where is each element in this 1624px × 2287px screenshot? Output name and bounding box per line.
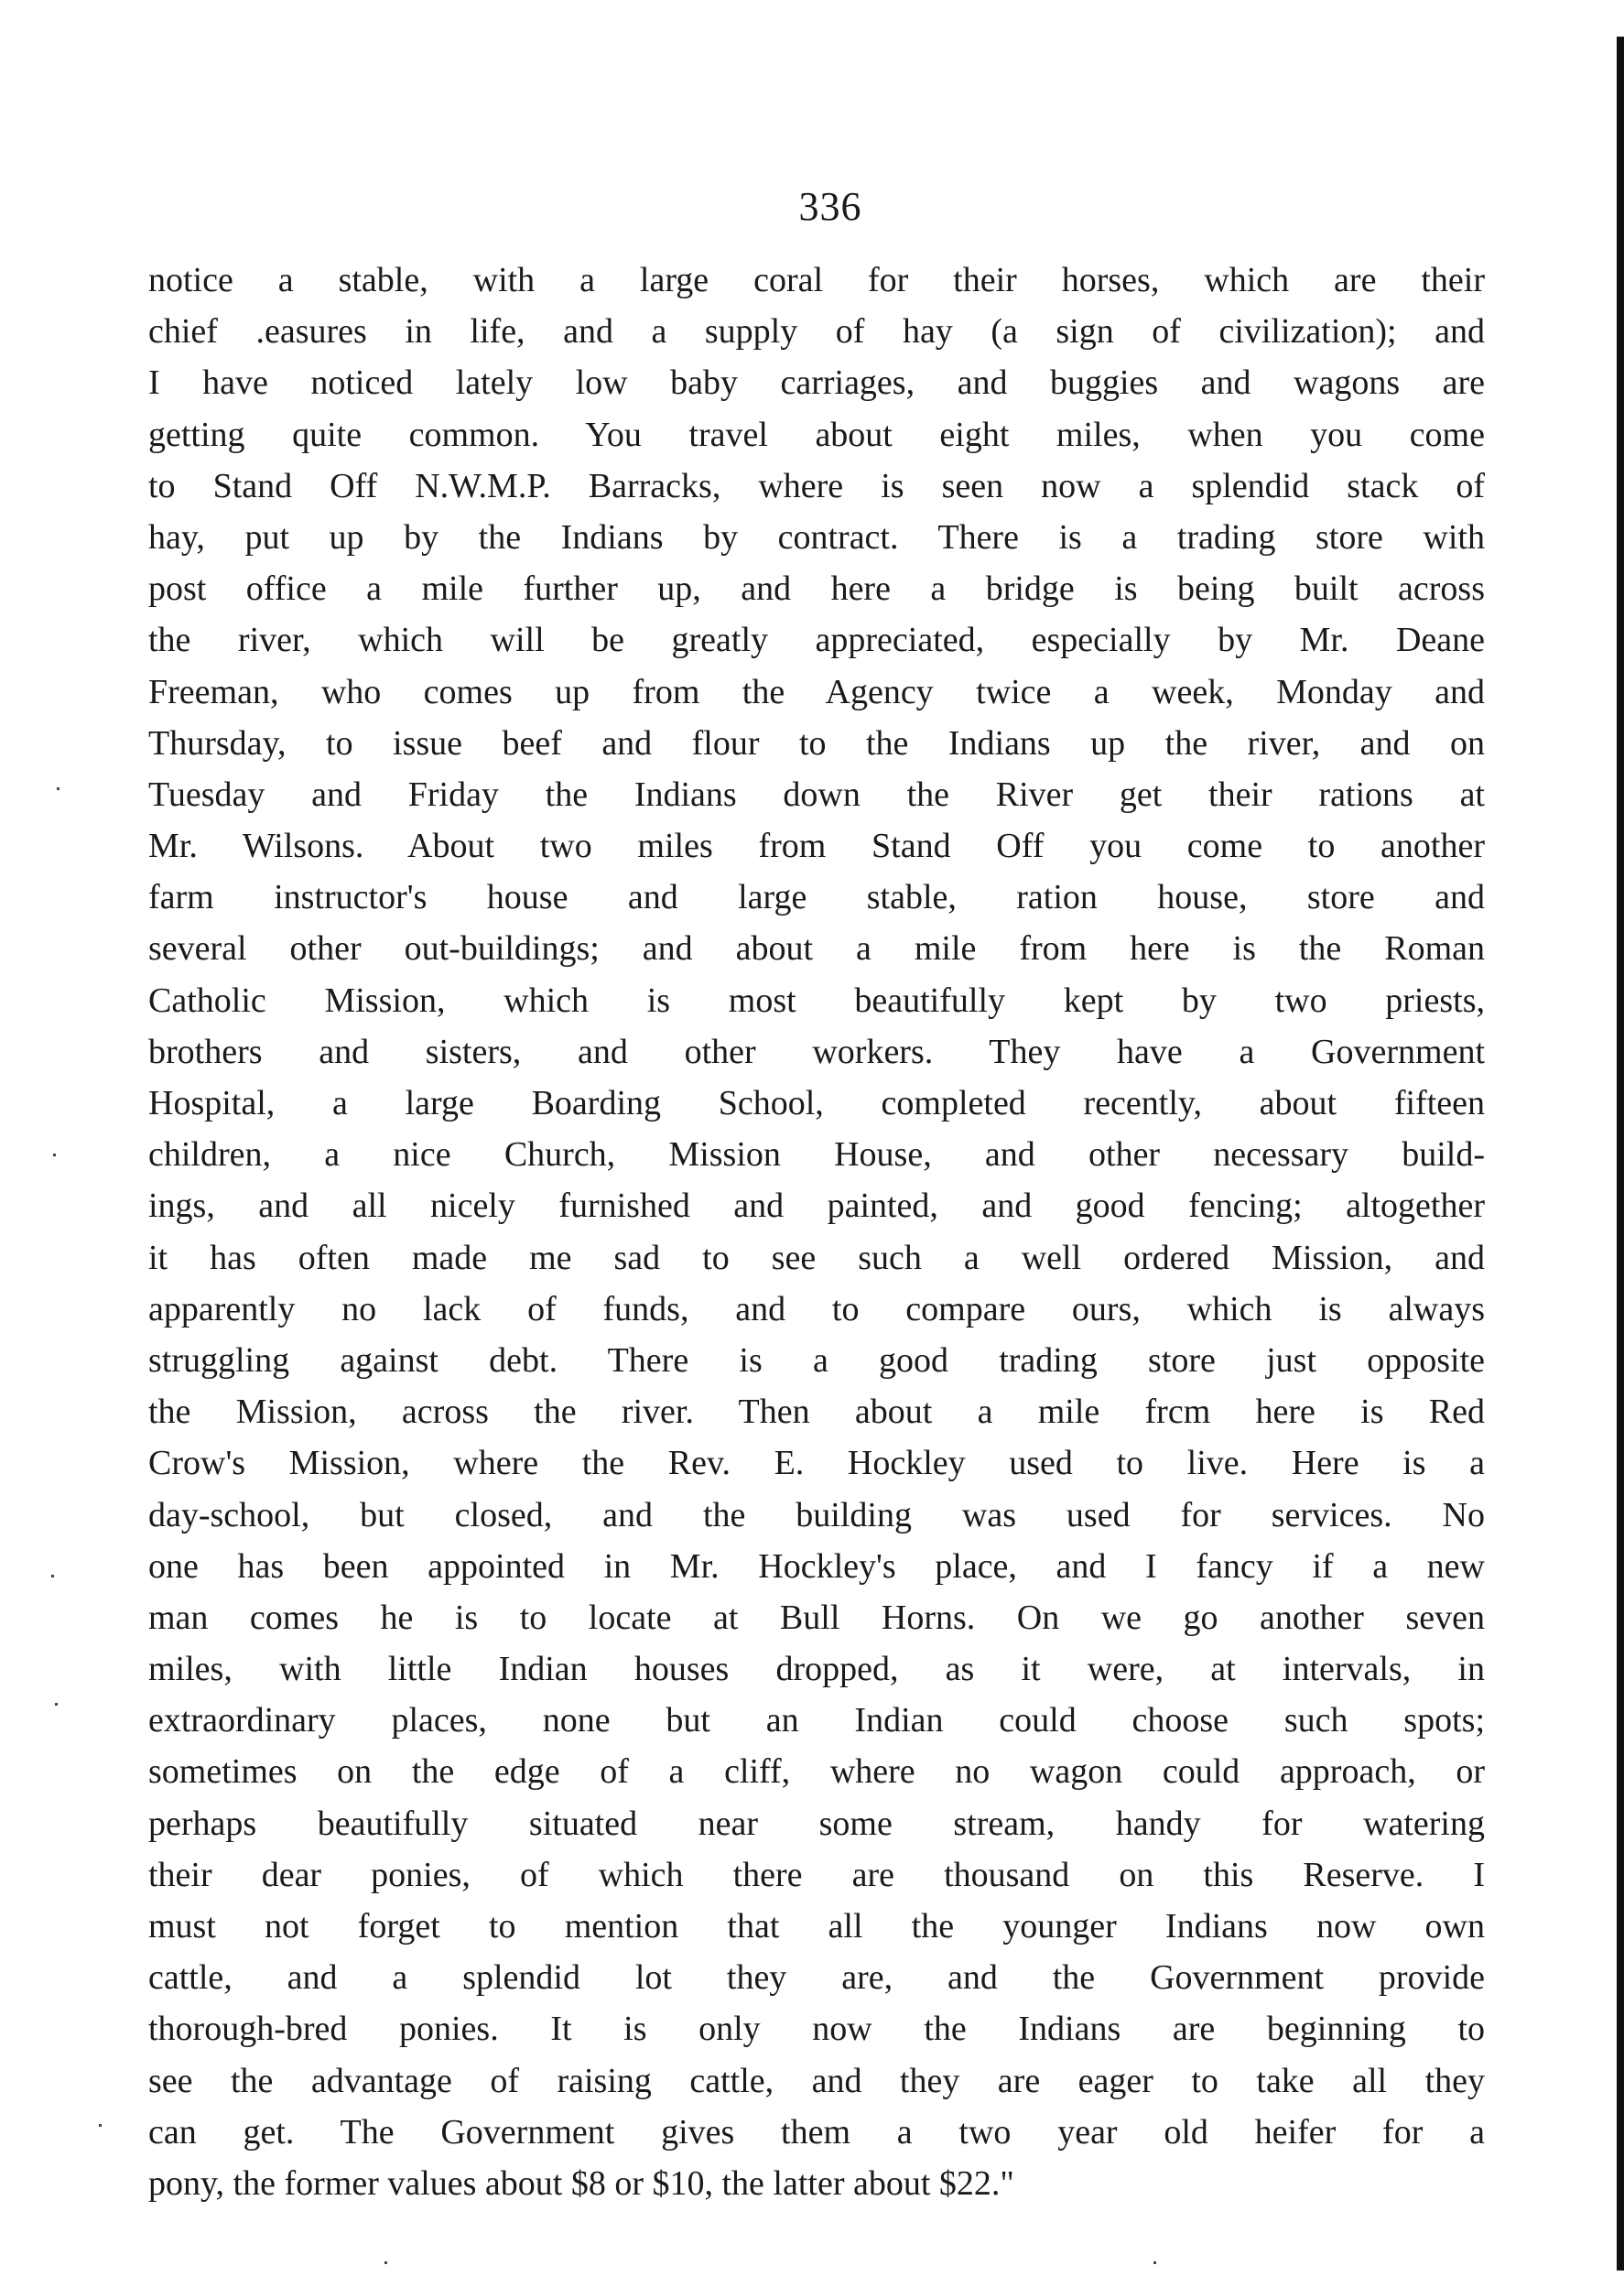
text-line: Hospital, a large Boarding School, completed recently, about fifteen xyxy=(148,1084,1485,1122)
text-line: their dear ponies, of which there are thousand on this Reserve. I xyxy=(148,1855,1485,1894)
text-line: ings, and all nicely furnished and painted, and good fencing; altogether xyxy=(148,1187,1485,1226)
text-line: man comes he is to locate at Bull Horns. On we go another seven xyxy=(148,1598,1485,1637)
text-line: sometimes on the edge of a cliff, where no wagon could approach, or xyxy=(148,1752,1485,1792)
text-line: children, a nice Church, Mission House, and other necessary build- xyxy=(148,1135,1485,1175)
text-line: pony, the former values about $8 or $10, the latter about $22." xyxy=(148,2163,1014,2203)
text-line: getting quite common. You travel about eight miles, when you come xyxy=(148,415,1485,454)
text-line: Tuesday and Friday the Indians down the River get their rations at xyxy=(148,775,1485,814)
text-line: brothers and sisters, and other workers. They have a Government xyxy=(148,1032,1485,1071)
scan-speck xyxy=(53,1154,56,1156)
text-line: extraordinary places, none but an Indian could choose such spots; xyxy=(148,1701,1485,1740)
text-line: perhaps beautifully situated near some stream, handy for watering xyxy=(148,1804,1485,1843)
text-line: it has often made me sad to see such a well ordered Mission, and xyxy=(148,1238,1485,1277)
text-line: apparently no lack of funds, and to compare ours, which is always xyxy=(148,1289,1485,1328)
scan-speck xyxy=(1153,2261,1156,2264)
text-line: Crow's Mission, where the Rev. E. Hockley used to live. Here is a xyxy=(148,1444,1485,1483)
text-line: day-school, but closed, and the building was used for services. No xyxy=(148,1495,1485,1534)
scan-speck xyxy=(384,2261,387,2264)
scan-speck xyxy=(57,787,60,790)
text-line: hay, put up by the Indians by contract. There is a trading store with xyxy=(148,517,1485,557)
text-line: cattle, and a splendid lot they are, and the Government provide xyxy=(148,1958,1485,1998)
text-line: thorough-bred ponies. It is only now the Indians are beginning to xyxy=(148,2010,1485,2049)
text-line: notice a stable, with a large coral for their horses, which are their xyxy=(148,261,1485,299)
text-line: Catholic Mission, which is most beautifully kept by two priests, xyxy=(148,981,1485,1020)
text-line: see the advantage of raising cattle, and they are eager to take all they xyxy=(148,2061,1485,2100)
text-line: the Mission, across the river. Then about a mile frcm here is Red xyxy=(148,1393,1485,1432)
text-line: struggling against debt. There is a good trading store just opposite xyxy=(148,1340,1485,1380)
text-line: the river, which will be greatly appreciated, especially by Mr. Deane xyxy=(148,621,1485,660)
scan-speck xyxy=(51,1575,54,1577)
scan-speck xyxy=(55,1703,58,1706)
page-number: 336 xyxy=(798,184,862,229)
text-line: Freeman, who comes up from the Agency twice a week, Monday and xyxy=(148,672,1485,711)
text-line: post office a mile further up, and here a bridge is being built across xyxy=(148,569,1485,609)
text-line: Mr. Wilsons. About two miles from Stand Off you come to another xyxy=(148,827,1485,866)
text-line: Thursday, to issue beef and flour to the Indians up the river, and on xyxy=(148,723,1485,763)
text-line: chief .easures in life, and a supply of hay (a sign of civilization); and xyxy=(148,312,1485,352)
text-line: miles, with little Indian houses dropped, as it were, at intervals, in xyxy=(148,1650,1485,1689)
page-edge-border xyxy=(1617,37,1624,2271)
text-line: several other out-buildings; and about a mile from here is the Roman xyxy=(148,929,1485,969)
text-line: to Stand Off N.W.M.P. Barracks, where is seen now a splendid stack of xyxy=(148,466,1485,505)
body-text xyxy=(148,255,1485,2209)
text-line: can get. The Government gives them a two year old heifer for a xyxy=(148,2112,1485,2152)
text-line: one has been appointed in Mr. Hockley's place, and I fancy if a new xyxy=(148,1546,1485,1586)
scan-speck xyxy=(99,2124,102,2127)
text-line: farm instructor's house and large stable, ration house, store and xyxy=(148,878,1485,917)
text-line: must not forget to mention that all the younger Indians now own xyxy=(148,1907,1485,1946)
text-line: I have noticed lately low baby carriages, and buggies and wagons are xyxy=(148,363,1485,403)
